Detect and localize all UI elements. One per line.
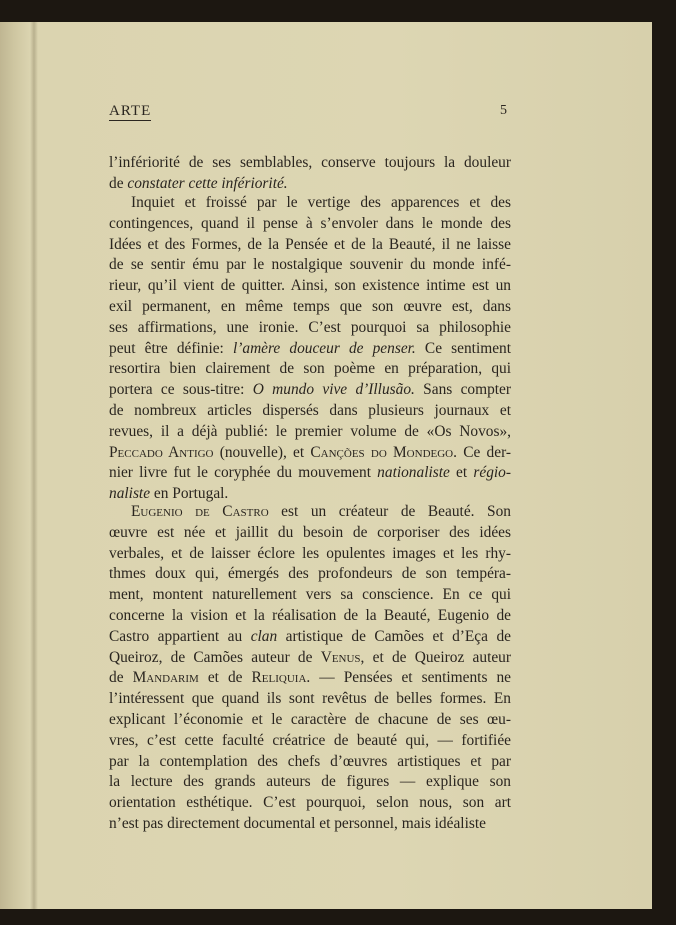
text-line [109,153,511,174]
text-line [109,668,511,689]
text-run: en Portugal. [150,485,229,503]
text-run: œuvre est née et jaillit du besoin de corporiser des idées [109,523,511,541]
italic-text: O mundo vive d’Illusão. [252,381,415,399]
text-run: de [109,669,133,687]
text-line [109,502,511,523]
text-run: par la contemplation des chefs d’œuvres artistiques et par [109,752,511,770]
text-line [109,422,511,443]
text-line [109,793,511,814]
small-caps-text: Reliquia [251,669,307,687]
text-run: ment, montent naturellement vers sa conscience. En ce qui [109,586,511,604]
text-run: , et de Queiroz auteur [360,648,511,666]
italic-text: nationaliste [377,464,450,482]
small-caps-text: Mandarim [132,669,199,687]
text-run: . — Pensées et sentiments ne [306,669,512,687]
paragraph-1 [109,153,511,195]
text-run: verbales, et de laisser éclore les opulentes images et les rhy- [109,544,511,562]
text-run: revues, il a déjà publié: le premier volume de «Os Novos», [109,422,511,440]
text-run: Inquiet et froissé par le vertige des apparences et des [131,194,511,211]
text-line [109,585,511,606]
text-line [109,772,511,793]
text-line [109,401,511,422]
text-line [109,297,511,318]
text-line [109,648,511,669]
paragraph-2 [109,193,511,505]
text-line [109,318,511,339]
text-run: Idées et des Formes, de la Pensée et de la Beauté, il ne laisse [109,235,511,253]
text-run: et [449,464,474,482]
text-run: de nombreux articles dispersés dans plusieurs journaux et [109,401,511,419]
text-run: de se sentir ému par le nostalgique souvenir du monde infé- [109,256,511,274]
text-run: la lecture des grands auteurs de figures — explique son [109,773,511,791]
text-line [109,174,511,195]
text-run: Sans compter [414,381,511,399]
text-run: et de [198,669,252,687]
text-line [109,627,511,648]
text-run: est un créateur de Beauté. Son [268,503,511,520]
small-caps-text: Venus [320,648,361,666]
running-title: ARTE [109,103,152,119]
italic-text: l’amère douceur de penser. [232,339,416,357]
page-gutter-shadow [30,22,38,909]
text-run: . Ce der- [453,443,512,461]
text-line [109,443,511,464]
italic-text: régio- [473,464,511,482]
text-line [109,731,511,752]
text-run: Ce sentiment [415,339,511,357]
text-run: nier livre fut le coryphée du mouvement [109,464,378,482]
text-run: Queiroz, de Camões auteur de [109,648,321,666]
italic-text: constater cette infériorité. [127,174,288,192]
text-run: exil permanent, en même temps que son œuvre est, dans [109,297,511,315]
text-run: orientation esthétique. C’est pourquoi, selon nous, son art [109,794,511,812]
text-run: ses affirmations, une ironie. C’est pourquoi sa philosophie [109,318,511,336]
text-line [109,463,511,484]
text-line [109,523,511,544]
text-run: explicant l’économie et le caractère de chacune de ses œu- [109,710,511,728]
text-run: de [109,174,128,192]
text-run: (nouvelle), et [213,443,311,461]
text-line [109,544,511,565]
text-run: l’intéressent que quand ils sont revêtus de belles formes. En [109,690,511,708]
paragraph-3 [109,502,511,835]
text-line [109,339,511,360]
small-caps-text: Peccado Antigo [109,443,214,461]
text-run: portera ce sous-titre: [109,381,253,399]
text-line [109,380,511,401]
text-line [109,235,511,256]
small-caps-text: Eugenio de Castro [131,503,269,520]
text-line [109,710,511,731]
text-run: contingences, quand il pense à s’envoler dans le monde des [109,214,511,232]
text-line [109,255,511,276]
text-run: concerne la vision et la réalisation de la Beauté, Eugenio de [109,606,511,624]
text-line [109,606,511,627]
page-number: 5 [500,103,507,118]
text-run: peut être définie: [109,339,233,357]
italic-text: naliste [109,485,151,503]
text-run: vres, c’est cette faculté créatrice de beauté qui, — fortifiée [109,731,511,749]
text-run: resortira bien clairement de son poème en préparation, qui [109,360,511,378]
text-line [109,752,511,773]
text-run: rieur, qu’il vient de quitter. Ainsi, son existence intime est un [109,277,511,295]
text-run: l’infériorité de ses semblables, conserve toujours la douleur [109,154,511,171]
small-caps-text: Canções do Mondego [310,443,454,461]
text-run: artistique de Camões et d’Eça de [277,627,511,645]
text-line [109,214,511,235]
italic-text: clan [250,627,278,645]
book-page [0,22,652,909]
text-run: n’est pas directement documental et personnel, mais idéaliste [109,814,486,832]
text-run: Castro appartient au [109,627,251,645]
text-line [109,689,511,710]
text-line [109,193,511,214]
text-line [109,564,511,585]
text-line [109,359,511,380]
text-line [109,276,511,297]
text-run: thmes doux qui, émergés des profondeurs de son tempéra- [109,565,511,583]
text-line [109,814,511,835]
